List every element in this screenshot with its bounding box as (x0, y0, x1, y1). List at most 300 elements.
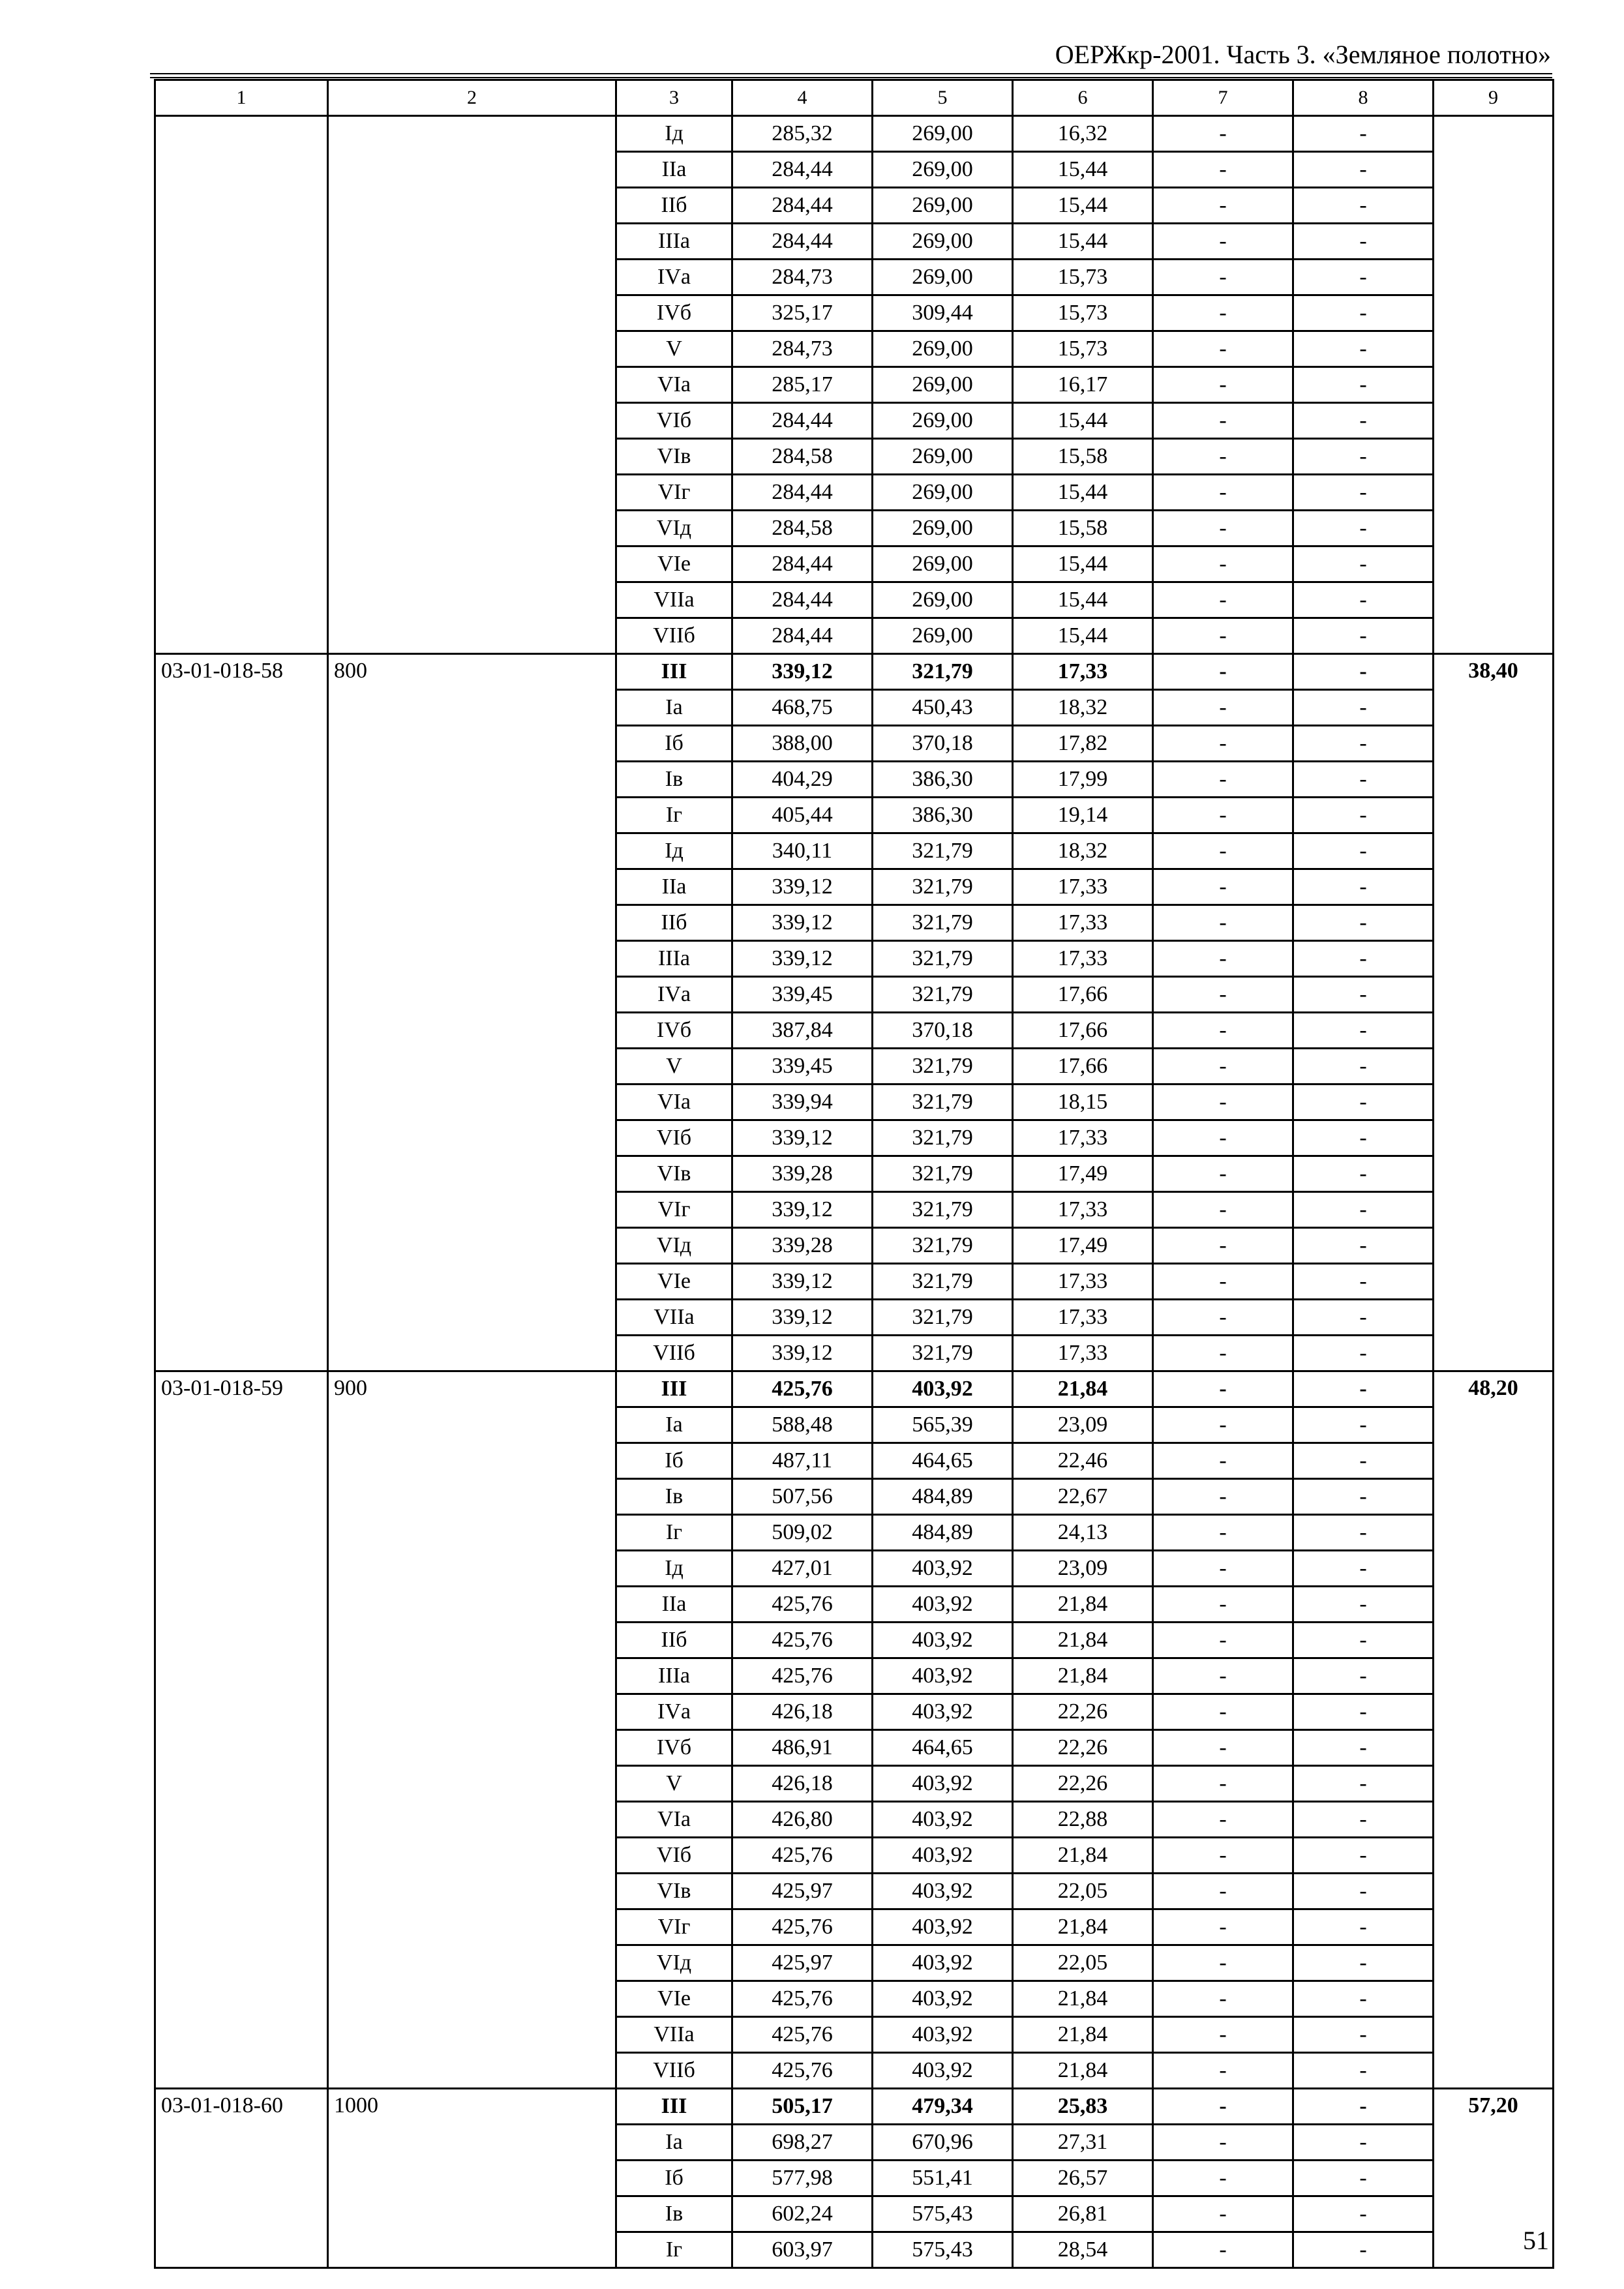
table-row (155, 260, 1554, 295)
operators-wages-cell: - (1153, 1049, 1293, 1085)
materials-cost-cell: - (1293, 977, 1434, 1013)
materials-cost-cell: - (1293, 1838, 1434, 1874)
table-row (155, 116, 1554, 152)
operators-wages-cell: - (1153, 1874, 1293, 1909)
operators-wages-cell: - (1153, 654, 1293, 690)
total-cost-cell: 284,73 (732, 331, 873, 367)
labor-total-cell-empty (1434, 439, 1554, 475)
unit-value-cell-empty (328, 726, 616, 762)
table-row (155, 2089, 1554, 2125)
rate-code-cell-empty (155, 367, 328, 403)
zone-cell: VIд (616, 511, 732, 546)
unit-value-cell-empty (328, 618, 616, 654)
wages-cost-cell: 269,00 (873, 152, 1013, 188)
labor-total-cell-empty (1434, 2053, 1554, 2089)
machine-cost-cell: 17,66 (1013, 1049, 1153, 1085)
wages-cost-cell: 464,65 (873, 1443, 1013, 1479)
labor-total-cell-empty (1434, 941, 1554, 977)
materials-cost-cell: - (1293, 941, 1434, 977)
unit-value-cell-empty (328, 977, 616, 1013)
unit-value-cell-empty (328, 188, 616, 224)
table-row (155, 618, 1554, 654)
materials-cost-cell: - (1293, 1515, 1434, 1551)
unit-value-cell-empty (328, 2125, 616, 2161)
machine-cost-cell: 18,32 (1013, 833, 1153, 869)
machine-cost-cell: 17,33 (1013, 1192, 1153, 1228)
zone-cell: III (616, 1371, 732, 1407)
table-row (155, 1838, 1554, 1874)
wages-cost-cell: 269,00 (873, 403, 1013, 439)
total-cost-cell: 425,97 (732, 1874, 873, 1909)
unit-value-cell-empty (328, 260, 616, 295)
total-cost-cell: 284,44 (732, 224, 873, 260)
zone-cell: IIб (616, 1623, 732, 1658)
unit-value-cell-empty (328, 2196, 616, 2232)
wages-cost-cell: 403,92 (873, 2053, 1013, 2089)
wages-cost-cell: 269,00 (873, 475, 1013, 511)
table-row (155, 1120, 1554, 1156)
zone-cell: IIIа (616, 224, 732, 260)
labor-total-cell-empty (1434, 367, 1554, 403)
operators-wages-cell: - (1153, 1013, 1293, 1049)
rate-code-cell-empty (155, 618, 328, 654)
total-cost-cell: 339,12 (732, 1300, 873, 1336)
zone-cell: IIа (616, 152, 732, 188)
table-row (155, 1192, 1554, 1228)
materials-cost-cell: - (1293, 1945, 1434, 1981)
table-row (155, 1228, 1554, 1264)
rate-code-cell-empty (155, 905, 328, 941)
unit-value-cell-empty (328, 1802, 616, 1838)
zone-cell: Iг (616, 798, 732, 833)
wages-cost-cell: 269,00 (873, 331, 1013, 367)
table-row (155, 1371, 1554, 1407)
zone-cell: VIа (616, 1085, 732, 1120)
machine-cost-cell: 18,15 (1013, 1085, 1153, 1120)
materials-cost-cell: - (1293, 439, 1434, 475)
table-body (155, 116, 1554, 2268)
unit-value-cell-empty (328, 1192, 616, 1228)
materials-cost-cell: - (1293, 726, 1434, 762)
machine-cost-cell: 15,73 (1013, 260, 1153, 295)
wages-cost-cell: 386,30 (873, 762, 1013, 798)
operators-wages-cell: - (1153, 1192, 1293, 1228)
rate-code-cell-empty (155, 188, 328, 224)
labor-total-cell-empty (1434, 1730, 1554, 1766)
table-row (155, 152, 1554, 188)
machine-cost-cell: 21,84 (1013, 1587, 1153, 1623)
unit-value-cell-empty (328, 2017, 616, 2053)
table-row (155, 546, 1554, 582)
machine-cost-cell: 16,32 (1013, 116, 1153, 152)
materials-cost-cell: - (1293, 869, 1434, 905)
zone-cell: Iа (616, 1407, 732, 1443)
table-row (155, 2125, 1554, 2161)
unit-value-cell-empty (328, 582, 616, 618)
labor-total-cell-empty (1434, 331, 1554, 367)
total-cost-cell: 698,27 (732, 2125, 873, 2161)
operators-wages-cell: - (1153, 1120, 1293, 1156)
unit-value-cell-empty (328, 1013, 616, 1049)
rate-code-cell: 03-01-018-60 (155, 2089, 328, 2125)
rate-code-cell-empty (155, 2017, 328, 2053)
zone-cell: VIIб (616, 618, 732, 654)
labor-total-cell-empty (1434, 260, 1554, 295)
machine-cost-cell: 27,31 (1013, 2125, 1153, 2161)
zone-cell: VIб (616, 1120, 732, 1156)
machine-cost-cell: 15,44 (1013, 403, 1153, 439)
table-row (155, 2232, 1554, 2268)
materials-cost-cell: - (1293, 1300, 1434, 1336)
total-cost-cell: 425,76 (732, 1838, 873, 1874)
labor-total-cell-empty (1434, 905, 1554, 941)
materials-cost-cell: - (1293, 1479, 1434, 1515)
wages-cost-cell: 403,92 (873, 1981, 1013, 2017)
wages-cost-cell: 321,79 (873, 833, 1013, 869)
rate-code-cell-empty (155, 2232, 328, 2268)
zone-cell: VIIб (616, 1336, 732, 1371)
operators-wages-cell: - (1153, 1694, 1293, 1730)
rate-code-cell-empty (155, 1515, 328, 1551)
materials-cost-cell: - (1293, 1443, 1434, 1479)
zone-cell: Iб (616, 1443, 732, 1479)
machine-cost-cell: 21,84 (1013, 1658, 1153, 1694)
zone-cell: VIа (616, 1802, 732, 1838)
unit-value-cell-empty (328, 1981, 616, 2017)
table-row (155, 726, 1554, 762)
table-row (155, 833, 1554, 869)
wages-cost-cell: 321,79 (873, 1120, 1013, 1156)
zone-cell: V (616, 1049, 732, 1085)
materials-cost-cell: - (1293, 152, 1434, 188)
zone-cell: IIб (616, 905, 732, 941)
table-row (155, 1766, 1554, 1802)
unit-value-cell-empty (328, 690, 616, 726)
wages-cost-cell: 479,34 (873, 2089, 1013, 2125)
rate-code-cell-empty (155, 1766, 328, 1802)
rate-code-cell-empty (155, 403, 328, 439)
unit-value-cell-empty (328, 798, 616, 833)
operators-wages-cell: - (1153, 1658, 1293, 1694)
zone-cell: VIд (616, 1228, 732, 1264)
total-cost-cell: 388,00 (732, 726, 873, 762)
total-cost-cell: 339,28 (732, 1228, 873, 1264)
operators-wages-cell: - (1153, 1802, 1293, 1838)
operators-wages-cell: - (1153, 798, 1293, 833)
table-row (155, 1479, 1554, 1515)
total-cost-cell: 339,28 (732, 1156, 873, 1192)
labor-total-cell-empty (1434, 618, 1554, 654)
materials-cost-cell: - (1293, 2125, 1434, 2161)
operators-wages-cell: - (1153, 1300, 1293, 1336)
wages-cost-cell: 403,92 (873, 1802, 1013, 1838)
table-row (155, 654, 1554, 690)
zone-cell: V (616, 331, 732, 367)
unit-value-cell: 900 (328, 1371, 616, 1407)
operators-wages-cell: - (1153, 1336, 1293, 1371)
operators-wages-cell: - (1153, 1443, 1293, 1479)
rate-code-cell-empty (155, 1874, 328, 1909)
materials-cost-cell: - (1293, 295, 1434, 331)
labor-total-cell-empty (1434, 1981, 1554, 2017)
materials-cost-cell: - (1293, 1049, 1434, 1085)
materials-cost-cell: - (1293, 1981, 1434, 2017)
unit-value-cell: 800 (328, 654, 616, 690)
machine-cost-cell: 21,84 (1013, 1909, 1153, 1945)
total-cost-cell: 603,97 (732, 2232, 873, 2268)
rate-code-cell-empty (155, 1156, 328, 1192)
unit-value-cell-empty (328, 1156, 616, 1192)
labor-total-cell-empty (1434, 798, 1554, 833)
operators-wages-cell: - (1153, 2161, 1293, 2196)
table-row (155, 762, 1554, 798)
total-cost-cell: 425,76 (732, 1623, 873, 1658)
total-cost-cell: 339,12 (732, 869, 873, 905)
column-number-header: 2 (328, 80, 616, 116)
labor-total-cell-empty (1434, 1694, 1554, 1730)
operators-wages-cell: - (1153, 977, 1293, 1013)
total-cost-cell: 340,11 (732, 833, 873, 869)
rate-code-cell-empty (155, 1192, 328, 1228)
wages-cost-cell: 403,92 (873, 1766, 1013, 1802)
rate-code-cell-empty (155, 224, 328, 260)
materials-cost-cell: - (1293, 1909, 1434, 1945)
materials-cost-cell: - (1293, 1371, 1434, 1407)
rate-code-cell-empty (155, 1013, 328, 1049)
operators-wages-cell: - (1153, 295, 1293, 331)
column-number-header: 9 (1434, 80, 1554, 116)
wages-cost-cell: 321,79 (873, 869, 1013, 905)
wages-cost-cell: 321,79 (873, 977, 1013, 1013)
wages-cost-cell: 484,89 (873, 1515, 1013, 1551)
operators-wages-cell: - (1153, 116, 1293, 152)
materials-cost-cell: - (1293, 1802, 1434, 1838)
machine-cost-cell: 17,82 (1013, 726, 1153, 762)
unit-value-cell-empty (328, 2232, 616, 2268)
total-cost-cell: 404,29 (732, 762, 873, 798)
labor-total-cell-empty (1434, 511, 1554, 546)
table-row (155, 2161, 1554, 2196)
labor-total-cell-empty (1434, 2125, 1554, 2161)
labor-total-cell-empty (1434, 690, 1554, 726)
zone-cell: III (616, 2089, 732, 2125)
operators-wages-cell: - (1153, 260, 1293, 295)
unit-value-cell-empty (328, 833, 616, 869)
rate-code-cell-empty (155, 1120, 328, 1156)
machine-cost-cell: 22,05 (1013, 1945, 1153, 1981)
rate-code-cell-empty (155, 546, 328, 582)
operators-wages-cell: - (1153, 1156, 1293, 1192)
operators-wages-cell: - (1153, 941, 1293, 977)
rate-code-cell-empty (155, 2196, 328, 2232)
total-cost-cell: 425,76 (732, 1587, 873, 1623)
total-cost-cell: 405,44 (732, 798, 873, 833)
total-cost-cell: 339,12 (732, 1120, 873, 1156)
operators-wages-cell: - (1153, 582, 1293, 618)
wages-cost-cell: 269,00 (873, 188, 1013, 224)
machine-cost-cell: 23,09 (1013, 1551, 1153, 1587)
page-number: 51 (1523, 2226, 1549, 2255)
zone-cell: IIа (616, 869, 732, 905)
total-cost-cell: 425,76 (732, 1909, 873, 1945)
rate-code-cell-empty (155, 152, 328, 188)
total-cost-cell: 425,76 (732, 2053, 873, 2089)
operators-wages-cell: - (1153, 546, 1293, 582)
wages-cost-cell: 575,43 (873, 2196, 1013, 2232)
operators-wages-cell: - (1153, 2232, 1293, 2268)
machine-cost-cell: 15,58 (1013, 439, 1153, 475)
machine-cost-cell: 15,58 (1013, 511, 1153, 546)
materials-cost-cell: - (1293, 475, 1434, 511)
labor-total-cell-empty (1434, 1515, 1554, 1551)
materials-cost-cell: - (1293, 1192, 1434, 1228)
operators-wages-cell: - (1153, 1981, 1293, 2017)
unit-value-cell-empty (328, 1407, 616, 1443)
labor-total-cell-empty (1434, 152, 1554, 188)
wages-cost-cell: 403,92 (873, 1838, 1013, 1874)
unit-value-cell-empty (328, 1838, 616, 1874)
materials-cost-cell: - (1293, 1120, 1434, 1156)
materials-cost-cell: - (1293, 1228, 1434, 1264)
total-cost-cell: 425,76 (732, 2017, 873, 2053)
materials-cost-cell: - (1293, 618, 1434, 654)
rate-code-cell: 03-01-018-58 (155, 654, 328, 690)
labor-total-cell-empty (1434, 1085, 1554, 1120)
labor-total-cell-empty (1434, 1658, 1554, 1694)
wages-cost-cell: 321,79 (873, 905, 1013, 941)
total-cost-cell: 339,12 (732, 1264, 873, 1300)
unit-value-cell-empty (328, 295, 616, 331)
rate-code-cell-empty (155, 295, 328, 331)
wages-cost-cell: 484,89 (873, 1479, 1013, 1515)
rate-code-cell-empty (155, 1802, 328, 1838)
zone-cell: VIб (616, 1838, 732, 1874)
table-row (155, 403, 1554, 439)
zone-cell: V (616, 1766, 732, 1802)
unit-value-cell-empty (328, 762, 616, 798)
unit-value-cell (328, 116, 616, 152)
operators-wages-cell: - (1153, 1838, 1293, 1874)
materials-cost-cell: - (1293, 1013, 1434, 1049)
zone-cell: Iд (616, 116, 732, 152)
zone-cell: VIг (616, 1192, 732, 1228)
table-row (155, 2196, 1554, 2232)
operators-wages-cell: - (1153, 439, 1293, 475)
rate-code-cell-empty (155, 1694, 328, 1730)
labor-total-cell (1434, 116, 1554, 152)
table-row (155, 582, 1554, 618)
machine-cost-cell: 15,44 (1013, 546, 1153, 582)
table-row (155, 1658, 1554, 1694)
table-row (155, 798, 1554, 833)
labor-total-cell-empty (1434, 582, 1554, 618)
machine-cost-cell: 22,26 (1013, 1694, 1153, 1730)
labor-total-cell-empty (1434, 1874, 1554, 1909)
zone-cell: III (616, 654, 732, 690)
labor-total-cell-empty (1434, 1479, 1554, 1515)
operators-wages-cell: - (1153, 1371, 1293, 1407)
materials-cost-cell: - (1293, 546, 1434, 582)
operators-wages-cell: - (1153, 1085, 1293, 1120)
machine-cost-cell: 15,73 (1013, 331, 1153, 367)
machine-cost-cell: 15,44 (1013, 152, 1153, 188)
total-cost-cell: 284,44 (732, 152, 873, 188)
zone-cell: Iд (616, 1551, 732, 1587)
machine-cost-cell: 21,84 (1013, 2053, 1153, 2089)
wages-cost-cell: 269,00 (873, 116, 1013, 152)
unit-value-cell-empty (328, 1443, 616, 1479)
unit-value-cell-empty (328, 2053, 616, 2089)
wages-cost-cell: 370,18 (873, 1013, 1013, 1049)
zone-cell: IVа (616, 977, 732, 1013)
materials-cost-cell: - (1293, 1766, 1434, 1802)
rate-code-cell-empty (155, 439, 328, 475)
wages-cost-cell: 269,00 (873, 546, 1013, 582)
operators-wages-cell: - (1153, 1766, 1293, 1802)
zone-cell: VIг (616, 1909, 732, 1945)
operators-wages-cell: - (1153, 2125, 1293, 2161)
total-cost-cell: 284,44 (732, 582, 873, 618)
table-row (155, 1264, 1554, 1300)
machine-cost-cell: 17,33 (1013, 654, 1153, 690)
unit-value-cell-empty (328, 546, 616, 582)
machine-cost-cell: 22,26 (1013, 1730, 1153, 1766)
wages-cost-cell: 269,00 (873, 224, 1013, 260)
column-number-header: 7 (1153, 80, 1293, 116)
materials-cost-cell: - (1293, 116, 1434, 152)
unit-value-cell-empty (328, 1766, 616, 1802)
zone-cell: Iв (616, 1479, 732, 1515)
unit-value-cell: 1000 (328, 2089, 616, 2125)
operators-wages-cell: - (1153, 403, 1293, 439)
materials-cost-cell: - (1293, 690, 1434, 726)
machine-cost-cell: 18,32 (1013, 690, 1153, 726)
wages-cost-cell: 321,79 (873, 941, 1013, 977)
operators-wages-cell: - (1153, 1264, 1293, 1300)
total-cost-cell: 577,98 (732, 2161, 873, 2196)
rate-code-cell-empty (155, 582, 328, 618)
table-row (155, 1874, 1554, 1909)
labor-total-cell-empty (1434, 726, 1554, 762)
wages-cost-cell: 321,79 (873, 1085, 1013, 1120)
machine-cost-cell: 17,33 (1013, 869, 1153, 905)
zone-cell: Iб (616, 2161, 732, 2196)
machine-cost-cell: 17,33 (1013, 1120, 1153, 1156)
zone-cell: VIв (616, 1156, 732, 1192)
materials-cost-cell: - (1293, 582, 1434, 618)
total-cost-cell: 426,80 (732, 1802, 873, 1838)
table-row (155, 1981, 1554, 2017)
machine-cost-cell: 24,13 (1013, 1515, 1153, 1551)
unit-value-cell-empty (328, 1874, 616, 1909)
operators-wages-cell: - (1153, 1479, 1293, 1515)
materials-cost-cell: - (1293, 798, 1434, 833)
total-cost-cell: 339,45 (732, 977, 873, 1013)
machine-cost-cell: 17,33 (1013, 1336, 1153, 1371)
labor-total-cell-empty (1434, 1407, 1554, 1443)
total-cost-cell: 509,02 (732, 1515, 873, 1551)
labor-total-cell-empty (1434, 546, 1554, 582)
rate-code-cell-empty (155, 1551, 328, 1587)
page-header-title: ОЕРЖкр-2001. Часть 3. «Земляное полотно» (1055, 40, 1551, 69)
operators-wages-cell: - (1153, 1515, 1293, 1551)
machine-cost-cell: 17,33 (1013, 941, 1153, 977)
zone-cell: VIб (616, 403, 732, 439)
wages-cost-cell: 321,79 (873, 1192, 1013, 1228)
zone-cell: IVб (616, 295, 732, 331)
zone-cell: IIIа (616, 1658, 732, 1694)
rate-code-cell-empty (155, 977, 328, 1013)
